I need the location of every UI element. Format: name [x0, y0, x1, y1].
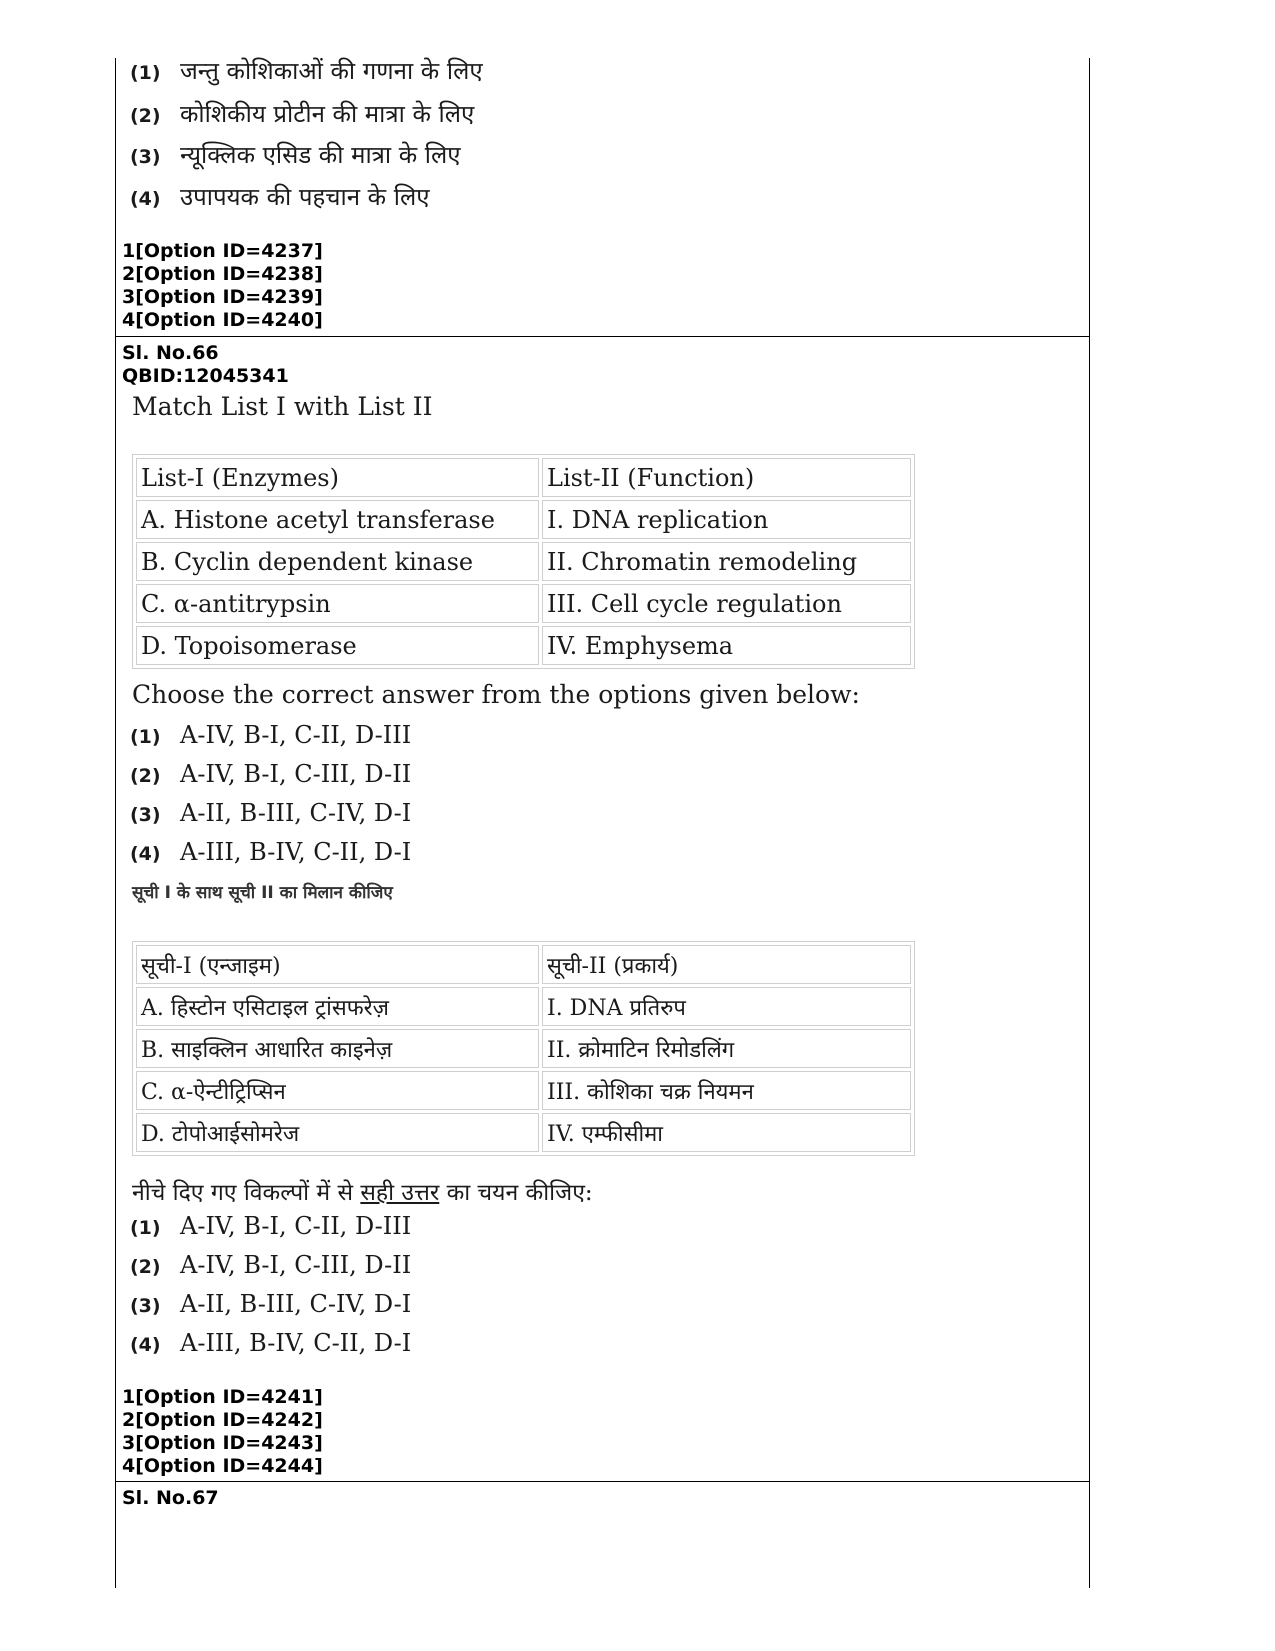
question-divider: [115, 336, 1090, 337]
hindi-instruction: सूची I के साथ सूची II का मिलान कीजिए: [132, 883, 393, 903]
serial-number: Sl. No.67: [122, 1487, 219, 1509]
hindi-option-2: (2) A-IV, B-I, C-III, D-II: [130, 1251, 412, 1279]
english-match-table: [132, 454, 915, 669]
prev-option-ids: [122, 240, 323, 332]
english-option-1: (1) A-IV, B-I, C-II, D-III: [130, 721, 412, 749]
table-row: A. हिस्टोन एसिटाइल ट्रांसफरेज़ I. DNA प्रतिरुप: [136, 987, 911, 1026]
option-id: 2[Option ID=4238]: [122, 263, 323, 285]
prev-option-3: (3) न्यूक्लिक एसिड की मात्रा के लिए: [130, 141, 461, 169]
english-instruction: Match List I with List II: [132, 392, 433, 421]
prev-option-1: (1) जन्तु कोशिकाओं की गणना के लिए: [130, 57, 483, 85]
table-row: D. टोपोआईसोमरेज IV. एम्फीसीमा: [136, 1113, 911, 1152]
hindi-choose-text: नीचे दिए गए विकल्पों में से सही उत्तर का चयन कीजिए:: [132, 1180, 593, 1206]
hindi-option-4: (4) A-III, B-IV, C-II, D-I: [130, 1329, 412, 1357]
english-option-2: (2) A-IV, B-I, C-III, D-II: [130, 760, 412, 788]
prev-option-2: (2) कोशिकीय प्रोटीन की मात्रा के लिए: [130, 100, 475, 128]
option-id: 4[Option ID=4244]: [122, 1455, 323, 1477]
option-id: 3[Option ID=4239]: [122, 286, 323, 308]
option-id: 3[Option ID=4243]: [122, 1432, 323, 1454]
option-id: 1[Option ID=4241]: [122, 1386, 323, 1408]
option-id: 1[Option ID=4237]: [122, 240, 323, 262]
question-meta: [122, 342, 289, 388]
prev-option-4: (4) उपापयक की पहचान के लिए: [130, 183, 430, 211]
table-row: C. α-ऐन्टीट्रिप्सिन III. कोशिका चक्र नियमन: [136, 1071, 911, 1110]
table-row: B. Cyclin dependent kinase II. Chromatin remodeling: [136, 542, 911, 581]
table-row: B. साइक्लिन आधारित काइनेज़ II. क्रोमाटिन रिमोडलिंग: [136, 1029, 911, 1068]
serial-number: Sl. No.66: [122, 342, 219, 364]
hindi-match-table: [132, 941, 915, 1156]
option-id: 4[Option ID=4240]: [122, 309, 323, 331]
question-divider: [115, 1481, 1090, 1482]
next-question-meta: [122, 1487, 219, 1510]
hindi-option-3: (3) A-II, B-III, C-IV, D-I: [130, 1290, 412, 1318]
table-row: A. Histone acetyl transferase I. DNA replication: [136, 500, 911, 539]
option-id: 2[Option ID=4242]: [122, 1409, 323, 1431]
table-row: List-I (Enzymes) List-II (Function): [136, 458, 911, 497]
english-option-4: (4) A-III, B-IV, C-II, D-I: [130, 838, 412, 866]
table-row: D. Topoisomerase IV. Emphysema: [136, 626, 911, 665]
qbid: QBID:12045341: [122, 365, 289, 387]
english-option-3: (3) A-II, B-III, C-IV, D-I: [130, 799, 412, 827]
table-row: सूची-I (एन्जाइम) सूची-II (प्रकार्य): [136, 945, 911, 984]
english-choose-text: Choose the correct answer from the options given below:: [132, 680, 860, 709]
table-row: C. α-antitrypsin III. Cell cycle regulation: [136, 584, 911, 623]
option-ids: [122, 1386, 323, 1478]
hindi-option-1: (1) A-IV, B-I, C-II, D-III: [130, 1212, 412, 1240]
